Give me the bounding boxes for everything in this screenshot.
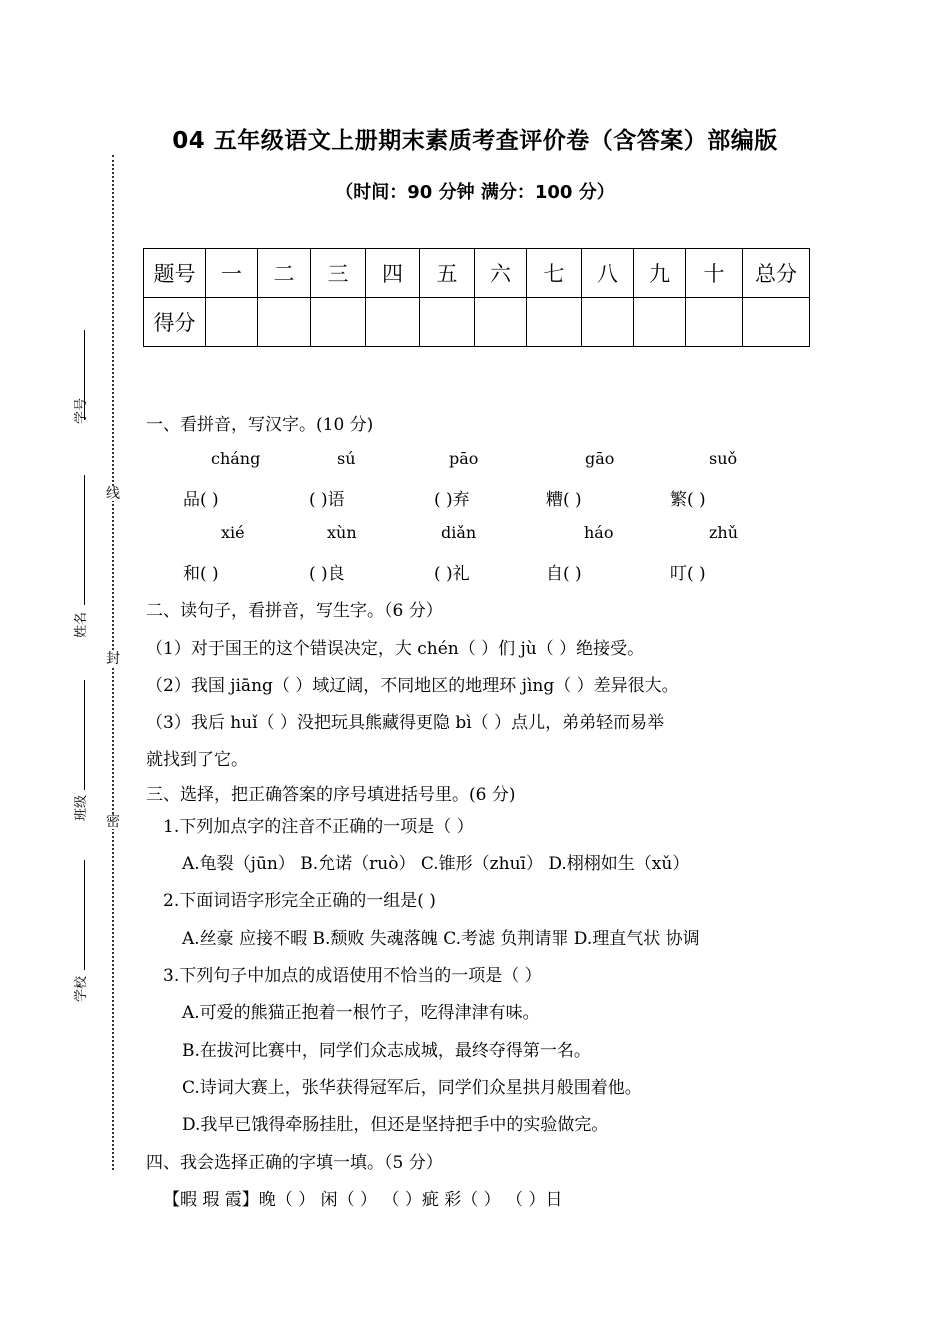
table-header-cell: 七 xyxy=(527,249,582,298)
page-title: 04 五年级语文上册期末素质考查评价卷（含答案）部编版 xyxy=(172,128,778,154)
score-row-label: 得分 xyxy=(144,298,206,347)
seal-char-mi: 密 xyxy=(106,814,120,830)
seal-char-feng: 封 xyxy=(106,651,120,667)
score-table-score-row xyxy=(144,298,810,347)
fill-in-word[interactable]: ( )弃 xyxy=(434,490,470,510)
answer-options: A.丝豪 应接不暇 B.颓败 失魂落魄 C.考滤 负荆请罪 D.理直气状 协调 xyxy=(182,929,700,949)
fill-in-word[interactable]: 繁( ) xyxy=(670,490,706,510)
table-header-cell: 五 xyxy=(420,249,475,298)
table-header-cell: 三 xyxy=(311,249,366,298)
name-label: 姓名 xyxy=(74,611,89,638)
pinyin-label: háo xyxy=(584,523,614,542)
table-header-cell: 一 xyxy=(206,249,258,298)
school-label: 学校 xyxy=(74,975,89,1002)
score-table-header-row xyxy=(144,249,810,298)
fill-in-word[interactable]: ( )良 xyxy=(309,564,345,584)
score-cell[interactable] xyxy=(582,298,634,347)
score-cell[interactable] xyxy=(366,298,420,347)
pinyin-label: zhǔ xyxy=(709,523,739,542)
pinyin-label: xié xyxy=(221,523,245,542)
score-cell[interactable] xyxy=(475,298,527,347)
answer-option: B.在拔河比赛中，同学们众志成城，最终夺得第一名。 xyxy=(182,1041,591,1061)
score-cell[interactable] xyxy=(258,298,311,347)
pinyin-label: gāo xyxy=(585,449,615,468)
section-3-heading: 三、选择，把正确答案的序号填进括号里。(6 分) xyxy=(146,785,516,805)
fill-in-word[interactable]: 叮( ) xyxy=(670,564,706,584)
fill-in-word[interactable]: 糟( ) xyxy=(546,490,582,510)
seal-char-xian: 线 xyxy=(106,486,120,502)
score-cell[interactable] xyxy=(311,298,366,347)
table-header-cell: 四 xyxy=(366,249,420,298)
pinyin-label: diǎn xyxy=(441,523,477,542)
answer-option: C.诗词大赛上，张华获得冠军后，同学们众星拱月般围着他。 xyxy=(182,1078,642,1098)
table-header-cell: 二 xyxy=(258,249,311,298)
score-cell[interactable] xyxy=(634,298,686,347)
section-4-heading: 四、我会选择正确的字填一填。（5 分） xyxy=(146,1153,443,1173)
question-line: 就找到了它。 xyxy=(146,750,248,770)
score-cell[interactable] xyxy=(420,298,475,347)
table-header-cell: 十 xyxy=(686,249,743,298)
school-line xyxy=(84,860,85,970)
table-header-cell: 九 xyxy=(634,249,686,298)
question-line: 3.下列句子中加点的成语使用不恰当的一项是（ ） xyxy=(163,966,542,986)
table-header-cell: 题号 xyxy=(144,249,206,298)
answer-options: A.龟裂（jūn） B.允诺（ruò） C.锥形（zhuī） D.栩栩如生（xǔ） xyxy=(182,854,690,874)
question-line: 【暇 瑕 霞】晚（ ） 闲（ ） （ ）疵 彩（ ） （ ）日 xyxy=(163,1190,563,1210)
fill-in-word[interactable]: ( )语 xyxy=(309,490,345,510)
score-cell[interactable] xyxy=(206,298,258,347)
question-line: （3）我后 huǐ（ ）没把玩具熊藏得更隐 bì（ ）点儿，弟弟轻而易举 xyxy=(146,713,665,733)
table-header-cell: 八 xyxy=(582,249,634,298)
score-cell[interactable] xyxy=(743,298,810,347)
class-line xyxy=(84,680,85,790)
section-2-heading: 二、读句子，看拼音，写生字。（6 分） xyxy=(146,601,443,621)
score-cell[interactable] xyxy=(527,298,582,347)
section-1-heading: 一、看拼音，写汉字。(10 分) xyxy=(146,415,374,435)
student-id-label: 学号 xyxy=(74,397,89,424)
table-header-cell: 总分 xyxy=(743,249,810,298)
score-cell[interactable] xyxy=(686,298,743,347)
answer-option: A.可爱的熊猫正抱着一根竹子，吃得津津有味。 xyxy=(182,1003,540,1023)
question-line: （1）对于国王的这个错误决定，大 chén（ ）们 jù（ ）绝接受。 xyxy=(146,639,645,659)
question-line: （2）我国 jiāng（ ）域辽阔，不同地区的地理环 jìng（ ）差异很大。 xyxy=(146,676,679,696)
fill-in-word[interactable]: 自( ) xyxy=(546,564,582,584)
score-table xyxy=(143,248,810,347)
fill-in-word[interactable]: 和( ) xyxy=(183,564,219,584)
name-line xyxy=(84,475,85,605)
fill-in-word[interactable]: ( )礼 xyxy=(434,564,470,584)
pinyin-label: sú xyxy=(337,449,356,468)
class-label: 班级 xyxy=(74,794,89,821)
table-header-cell: 六 xyxy=(475,249,527,298)
pinyin-label: xùn xyxy=(327,523,357,542)
pinyin-label: cháng xyxy=(211,449,261,468)
pinyin-label: suǒ xyxy=(709,449,738,468)
exam-time-score: （时间：90 分钟 满分：100 分） xyxy=(335,182,615,203)
fill-in-word[interactable]: 品( ) xyxy=(183,490,219,510)
pinyin-label: pāo xyxy=(449,449,479,468)
answer-option: D.我早已饿得牵肠挂肚，但还是坚持把手中的实验做完。 xyxy=(182,1115,609,1135)
question-line: 1.下列加点字的注音不正确的一项是（ ） xyxy=(163,817,474,837)
question-line: 2.下面词语字形完全正确的一组是( ) xyxy=(163,891,436,911)
